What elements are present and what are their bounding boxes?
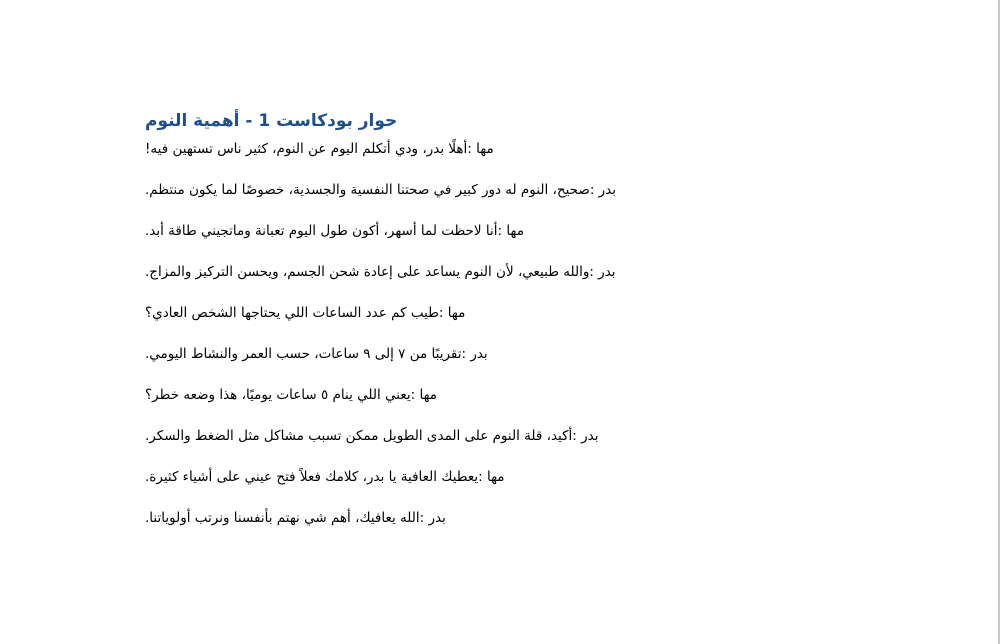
dialogue-line: مها :أنا لاحظت لما أسهر، أكون طول اليوم تعبانة وماتجيني طاقة أبد. xyxy=(145,223,524,239)
dialogue-line: مها :يعني اللي ينام ٥ ساعات يوميًا، هذا وضعه خطر؟ xyxy=(145,387,438,403)
dialogue-line: مها :يعطيك العافية يا بدر، كلامك فعلاً فتح عيني على أشياء كثيرة. xyxy=(145,469,505,485)
dialogue-line: بدر :الله يعافيك، أهم شي نهتم بأنفسنا ونرتب أولوياتنا. xyxy=(145,510,446,526)
dialogue-list xyxy=(145,139,665,528)
dialogue-line: مها :طيب كم عدد الساعات اللي يحتاجها الشخص العادي؟ xyxy=(145,305,466,321)
document-title: حوار بودكاست 1 - أهمية النوم xyxy=(145,111,398,131)
dialogue-line: بدر :أكيد، قلة النوم على المدى الطويل ممكن تسبب مشاكل مثل الضغط والسكر. xyxy=(145,428,599,444)
dialogue-line: بدر :تقريبًا من ٧ إلى ٩ ساعات، حسب العمر والنشاط اليومي. xyxy=(145,346,488,362)
dialogue-line: بدر :صحيح، النوم له دور كبير في صحتنا النفسية والجسدية، خصوصًا لما يكون منتظم. xyxy=(145,182,617,198)
dialogue-line: بدر :والله طبيعي، لأن النوم يساعد على إعادة شحن الجسم، ويحسن التركيز والمزاج. xyxy=(145,264,616,280)
dialogue-line: مها :أهلًا بدر، ودي أتكلم اليوم عن النوم، كثير ناس تستهين فيه! xyxy=(145,141,494,157)
document-body xyxy=(145,108,665,549)
